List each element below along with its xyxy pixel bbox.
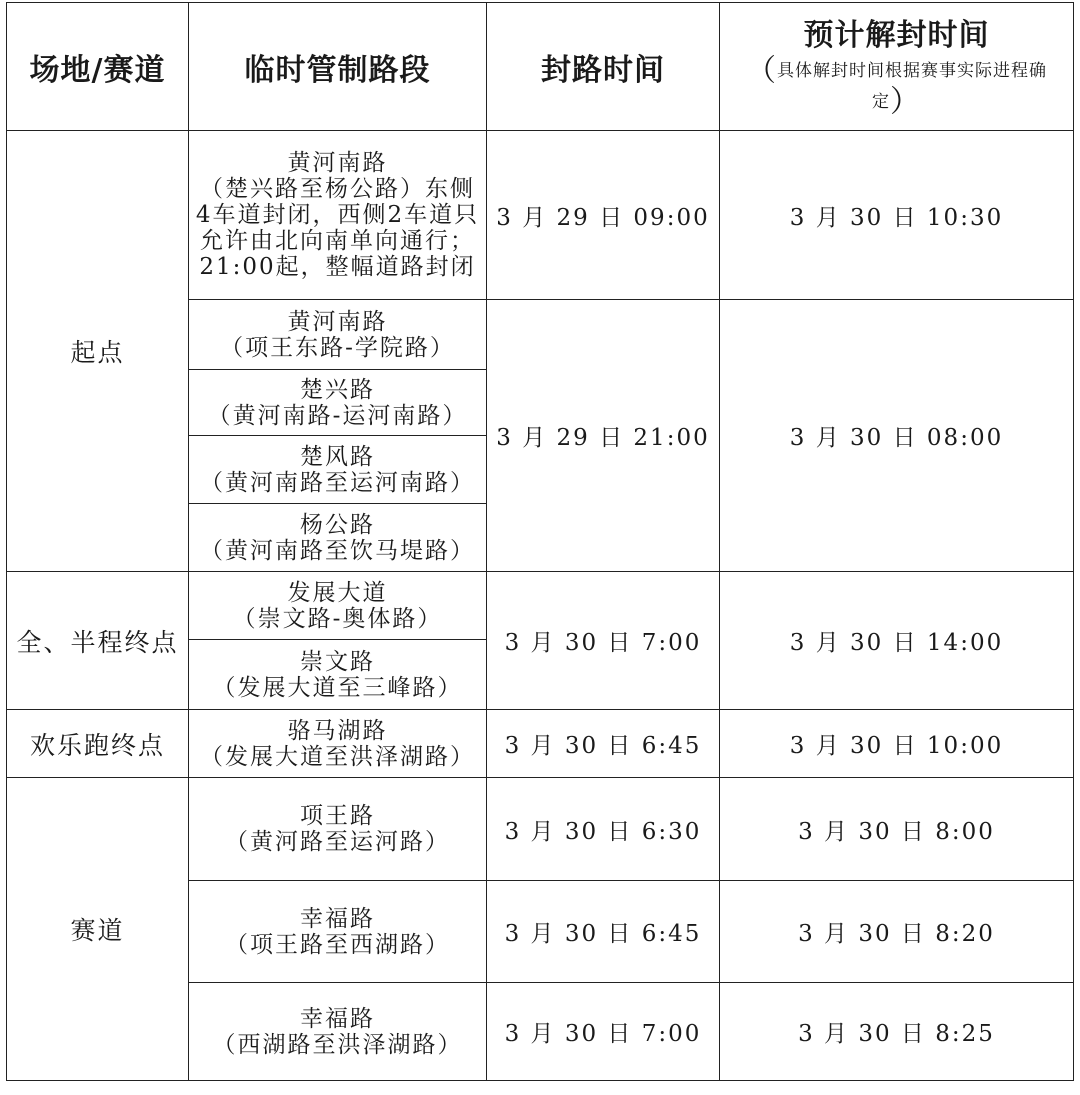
segment-detail: （黄河南路至饮马堤路） [200, 537, 475, 564]
table-row [7, 131, 1074, 300]
segment-road: 项王路 [300, 803, 375, 829]
segment-cell [189, 504, 487, 572]
segment-detail: （西湖路至洪泽湖路） [212, 1031, 463, 1058]
close-time: 3 月 30 日 6:45 [487, 710, 720, 778]
segment-detail: （楚兴路至杨公路）东侧4车道封闭，西侧2车道只允许由北向南单向通行；21:00起，整幅道路封闭 [195, 176, 480, 280]
close-time: 3 月 30 日 6:30 [487, 778, 720, 881]
segment-road: 黄河南路 [287, 150, 388, 176]
segment-road: 楚风路 [300, 443, 375, 470]
segment-detail: （项王路至西湖路） [225, 931, 450, 958]
venue-course: 赛道 [7, 778, 189, 1081]
segment-cell [189, 370, 487, 436]
reopen-time: 3 月 30 日 8:00 [720, 778, 1074, 881]
segment-road: 崇文路 [300, 648, 375, 675]
header-venue: 场地/赛道 [7, 3, 189, 131]
segment-cell [189, 300, 487, 370]
segment-cell [189, 131, 487, 300]
reopen-time: 3 月 30 日 14:00 [720, 572, 1074, 710]
table-row [7, 572, 1074, 640]
segment-road: 幸福路 [300, 1005, 375, 1032]
segment-road: 楚兴路 [300, 376, 375, 403]
venue-finish-full-half: 全、半程终点 [7, 572, 189, 710]
close-time: 3 月 29 日 09:00 [487, 131, 720, 300]
segment-road: 杨公路 [300, 511, 375, 538]
segment-cell [189, 881, 487, 983]
segment-cell [189, 640, 487, 710]
header-segment: 临时管制路段 [189, 3, 487, 131]
header-reopen-time [720, 3, 1074, 131]
header-note-open-paren: （ [746, 53, 777, 89]
segment-detail: （黄河路至运河路） [225, 829, 450, 855]
segment-detail: （项王东路-学院路） [220, 334, 455, 361]
close-time: 3 月 30 日 7:00 [487, 983, 720, 1081]
header-close-time: 封路时间 [487, 3, 720, 131]
segment-detail: （黄河南路-运河南路） [207, 402, 468, 429]
header-reopen-title: 预计解封时间 [803, 18, 990, 53]
segment-detail: （发展大道至三峰路） [212, 674, 463, 701]
reopen-time: 3 月 30 日 8:25 [720, 983, 1074, 1081]
road-closure-table [6, 2, 1074, 1081]
segment-detail: （发展大道至洪泽湖路） [200, 743, 475, 770]
close-time: 3 月 29 日 21:00 [487, 300, 720, 572]
segment-detail: （黄河南路至运河南路） [200, 469, 475, 496]
header-row [7, 3, 1074, 131]
reopen-time: 3 月 30 日 8:20 [720, 881, 1074, 983]
segment-cell [189, 436, 487, 504]
segment-cell [189, 778, 487, 881]
venue-start: 起点 [7, 131, 189, 572]
close-time: 3 月 30 日 7:00 [487, 572, 720, 710]
segment-cell [189, 572, 487, 640]
reopen-time: 3 月 30 日 10:30 [720, 131, 1074, 300]
header-note-text: 具体解封时间根据赛事实际进程确定 [777, 61, 1047, 112]
segment-road: 黄河南路 [287, 308, 388, 335]
reopen-time: 3 月 30 日 10:00 [720, 710, 1074, 778]
segment-cell [189, 710, 487, 778]
close-time: 3 月 30 日 6:45 [487, 881, 720, 983]
segment-detail: （崇文路-奥体路） [232, 605, 443, 632]
segment-road: 幸福路 [300, 905, 375, 932]
reopen-time: 3 月 30 日 08:00 [720, 300, 1074, 572]
header-reopen-note [726, 53, 1067, 119]
table-row [7, 778, 1074, 881]
header-note-close-paren: ） [890, 84, 921, 119]
segment-road: 发展大道 [287, 579, 388, 606]
table-row [7, 710, 1074, 778]
segment-cell [189, 983, 487, 1081]
segment-road: 骆马湖路 [287, 717, 388, 744]
venue-fun-run-finish: 欢乐跑终点 [7, 710, 189, 778]
